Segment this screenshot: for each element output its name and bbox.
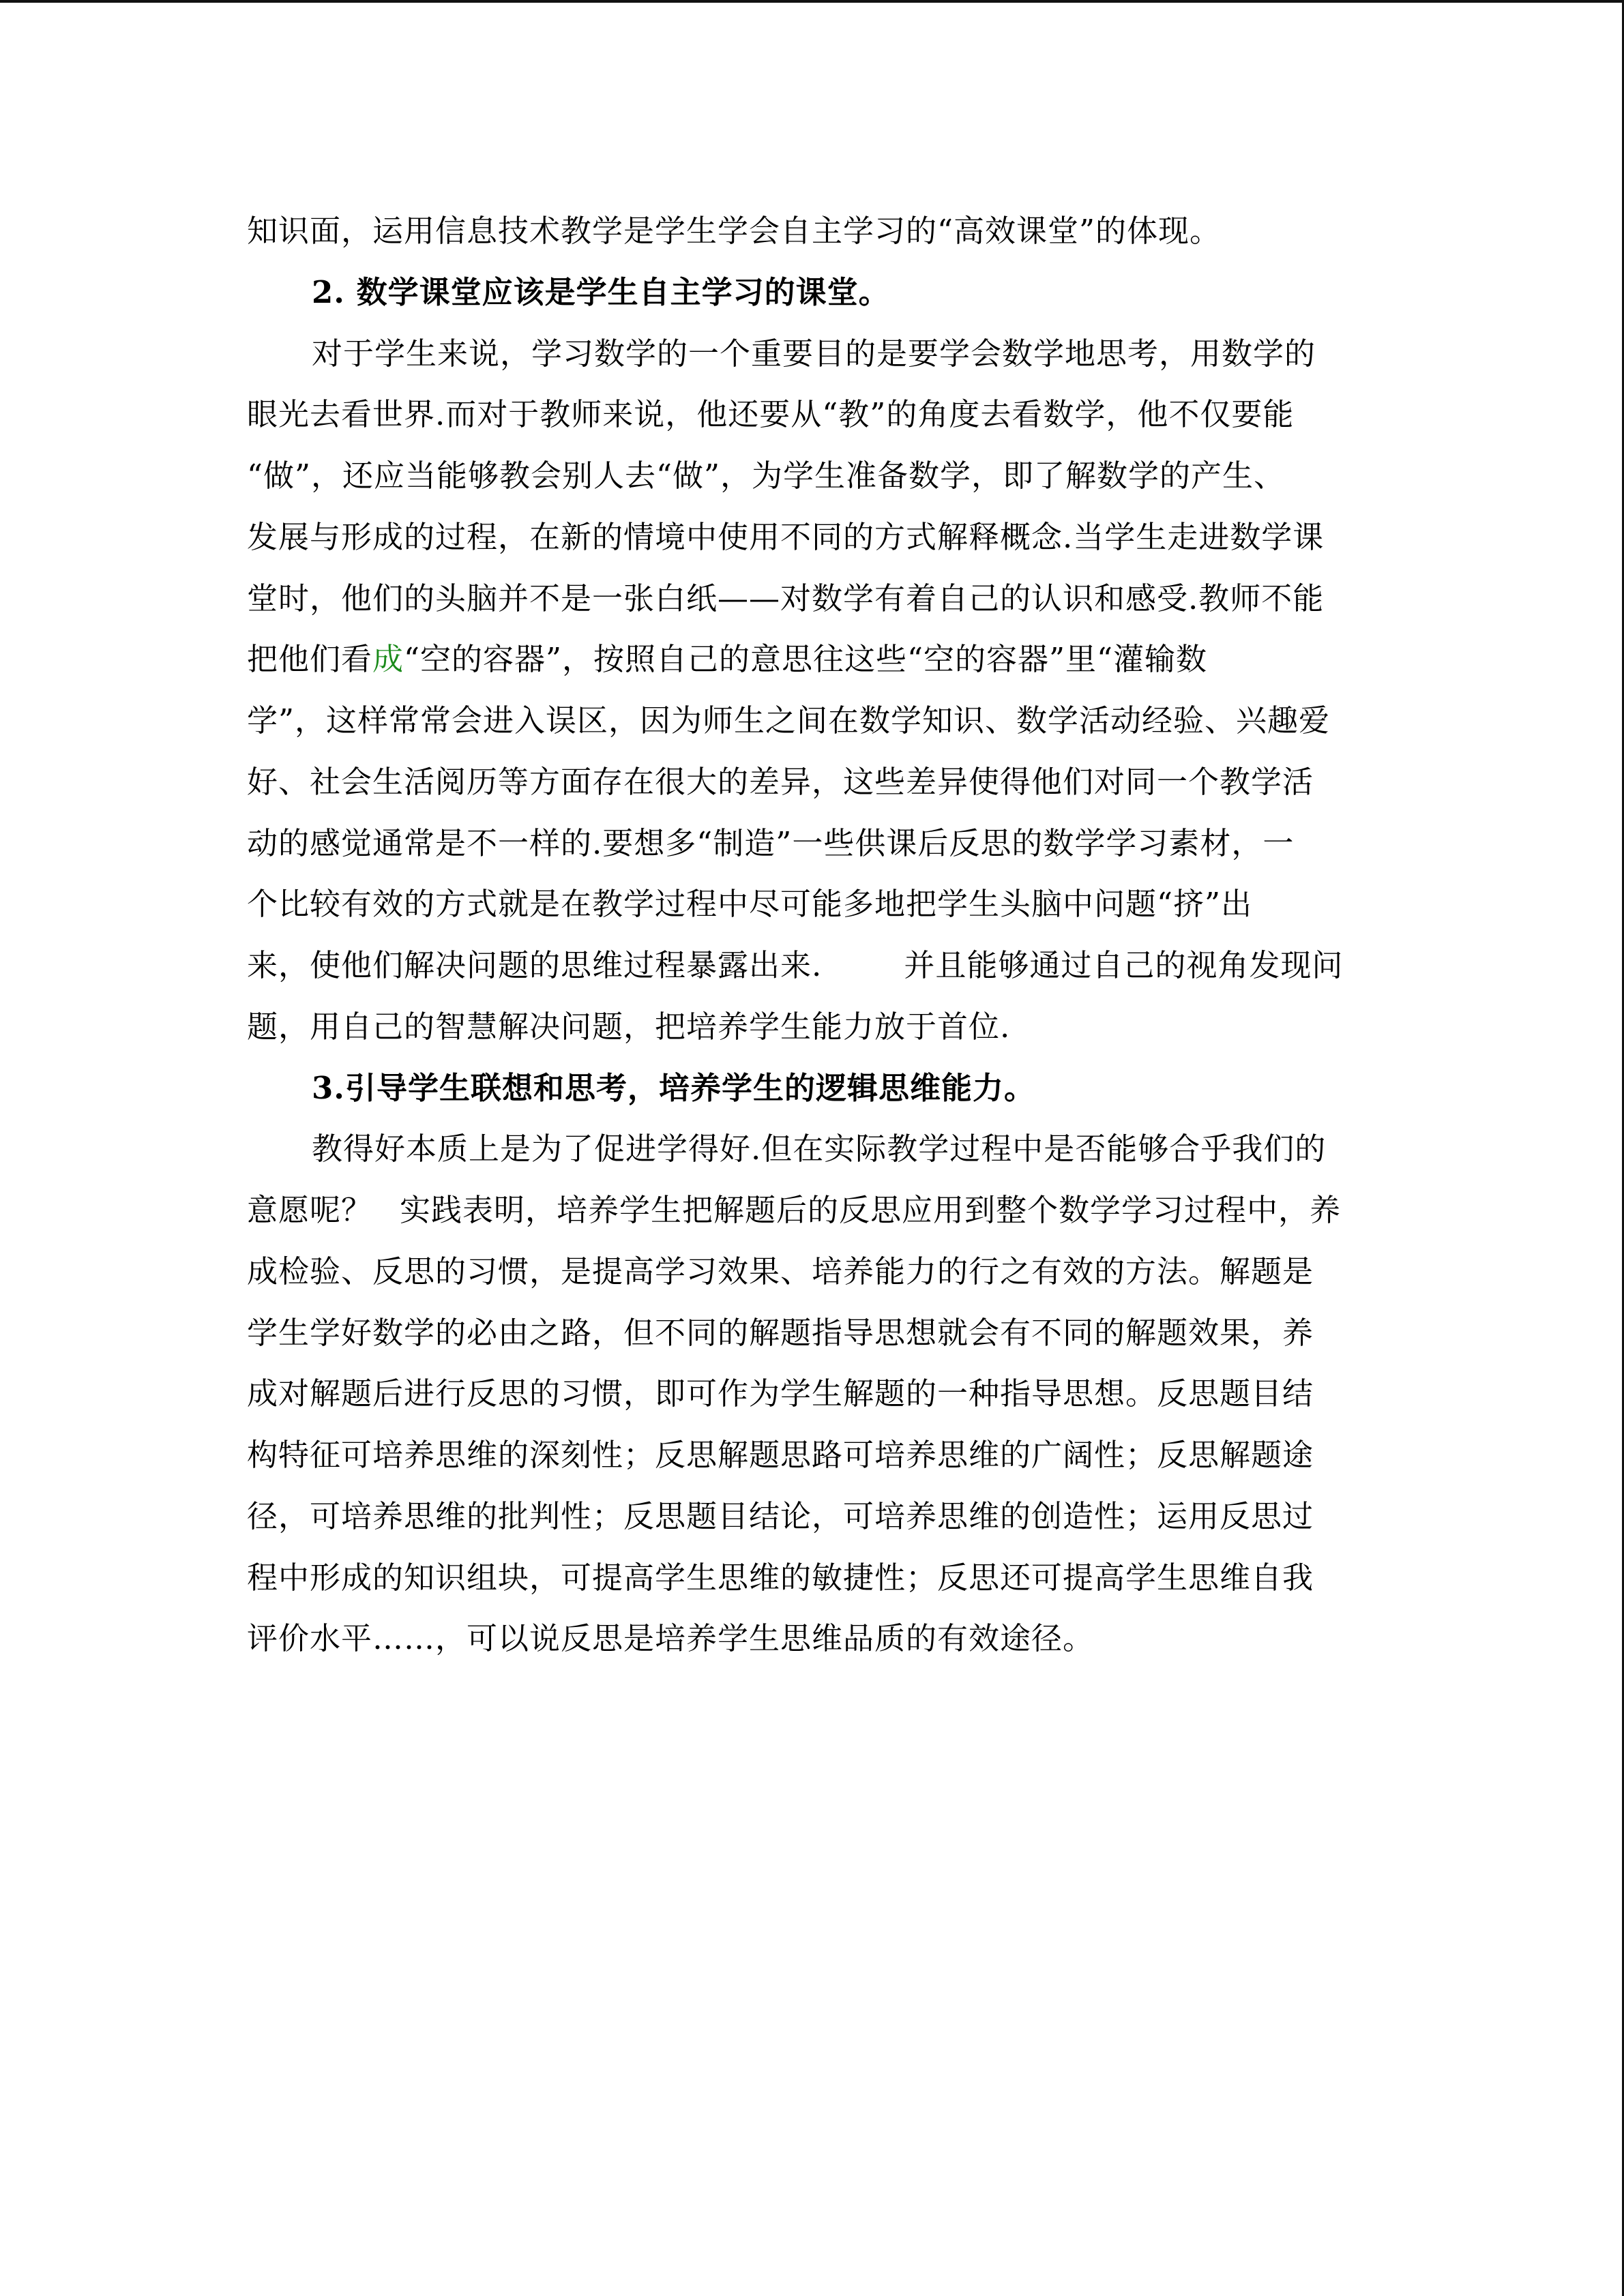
paragraph-first-line: 对于学生来说，学习数学的一个重要目的是要学会数学地思考，用数学的	[312, 335, 1316, 372]
text-segment: 意愿呢？	[247, 1192, 373, 1228]
section-heading-2: 2. 数学课堂应该是学生自主学习的课堂。	[312, 273, 890, 310]
text-line: 构特征可培养思维的深刻性；反思解题思路可培养思维的广阔性；反思解题途	[247, 1437, 1314, 1473]
text-line: 程中形成的知识组块，可提高学生思维的敏捷性；反思还可提高学生思维自我	[247, 1559, 1314, 1596]
text-line-with-gap	[247, 1187, 1379, 1248]
text-line: 发展与形成的过程，在新的情境中使用不同的方式解释概念.当学生走进数学课	[247, 518, 1325, 555]
green-highlighted-char: 成	[372, 641, 404, 678]
text-line: 知识面，运用信息技术教学是学生学会自主学习的“高效课堂”的体现。	[247, 213, 1222, 249]
document-body	[247, 207, 1379, 1676]
text-segment: 实践表明，培养学生把解题后的反思应用到整个数学学习过程中，养	[400, 1192, 1342, 1228]
text-segment: “空的容器”，按照自己的意思往这些“空的容器”里“灌输数	[404, 641, 1208, 678]
text-line: 径，可培养思维的批判性；反思题目结论，可培养思维的创造性；运用反思过	[247, 1497, 1314, 1534]
text-line: 学”，这样常常会进入误区，因为师生之间在数学知识、数学活动经验、兴趣爱	[247, 702, 1331, 739]
text-line: 成检验、反思的习惯，是提高学习效果、培养能力的行之有效的方法。解题是	[247, 1253, 1314, 1289]
text-line: 题，用自己的智慧解决问题，把培养学生能力放于首位.	[247, 1008, 1011, 1045]
text-line-with-gap	[247, 942, 1379, 1003]
text-line: “做”，还应当能够教会别人去“做”，为学生准备数学，即了解数学的产生、	[247, 458, 1286, 494]
text-segment: 把他们看	[247, 641, 373, 678]
text-line: 眼光去看世界.而对于教师来说，他还要从“教”的角度去看数学，他不仅要能	[247, 396, 1295, 433]
text-segment: 并且能够通过自己的视角发现问	[904, 947, 1344, 983]
text-line: 个比较有效的方式就是在教学过程中尽可能多地把学生头脑中问题“挤”出	[247, 886, 1253, 923]
text-line: 评价水平……，可以说反思是培养学生思维品质的有效途径。	[247, 1620, 1095, 1657]
text-segment: 来，使他们解决问题的思维过程暴露出来.	[247, 947, 823, 983]
text-line: 学生学好数学的必由之路，但不同的解题指导思想就会有不同的解题效果，养	[247, 1314, 1314, 1351]
text-line: 堂时，他们的头脑并不是一张白纸——对数学有着自己的认识和感受.教师不能	[247, 580, 1325, 616]
text-line: 动的感觉通常是不一样的.要想多“制造”一些供课后反思的数学学习素材，一	[247, 824, 1295, 861]
text-line: 成对解题后进行反思的习惯，即可作为学生解题的一种指导思想。反思题目结	[247, 1375, 1314, 1412]
paragraph-first-line: 教得好本质上是为了促进学得好.但在实际教学过程中是否能够合乎我们的	[312, 1131, 1327, 1167]
text-line: 好、社会生活阅历等方面存在很大的差异，这些差异使得他们对同一个教学活	[247, 763, 1314, 800]
text-line-with-highlight	[247, 636, 1379, 697]
section-heading-3: 3.引导学生联想和思考，培养学生的逻辑思维能力。	[312, 1069, 1035, 1106]
